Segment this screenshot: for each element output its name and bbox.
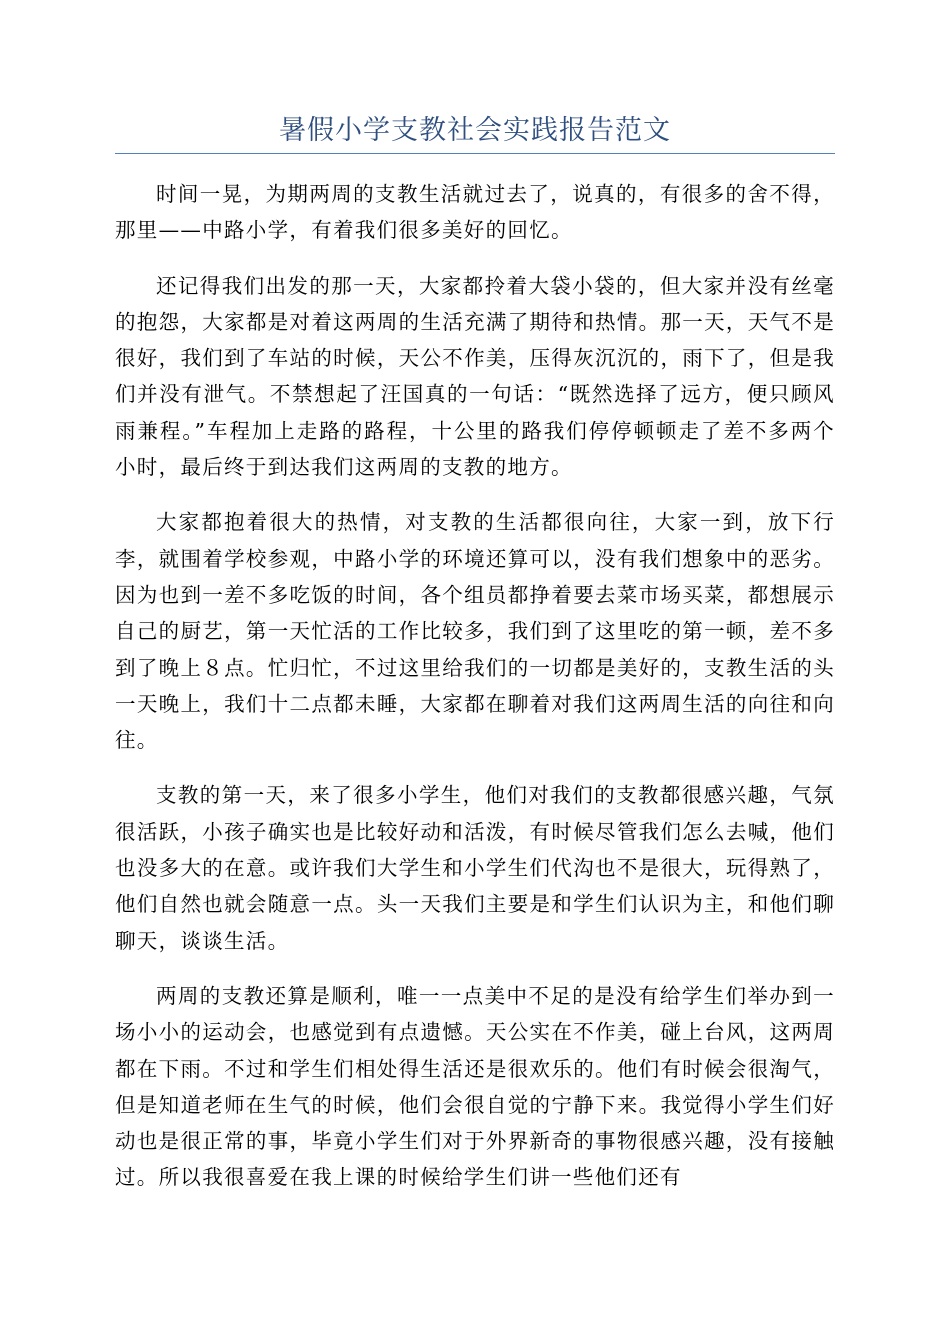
title-underline	[115, 153, 835, 154]
paragraph-4: 支教的第一天，来了很多小学生，他们对我们的支教都很感兴趣，气氛很活跃，小孩子确实也是比较好动和活泼，有时候尽管我们怎么去喊，他们也没多大的在意。或许我们大学生和小学生们代沟也不是很大，玩得熟了，他们自然也就会随意一点。头一天我们主要是和学生们认识为主，和他们聊聊天，谈谈生活。	[115, 783, 835, 953]
paragraph-3: 大家都抱着很大的热情，对支教的生活都很向往，大家一到，放下行李，就围着学校参观，中路小学的环境还算可以，没有我们想象中的恶劣。因为也到一差不多吃饭的时间，各个组员都挣着要去菜市场买菜，都想展示自己的厨艺，第一天忙活的工作比较多，我们到了这里吃的第一顿，差不多到了晚上８点。忙归忙，不过这里给我们的一切都是美好的，支教生活的头一天晚上，我们十二点都未睡，大家都在聊着对我们这两周生活的向往和向往。	[115, 510, 835, 753]
paragraph-1: 时间一晃，为期两周的支教生活就过去了，说真的，有很多的舍不得，那里——中路小学，有着我们很多美好的回忆。	[115, 182, 835, 243]
paragraph-5: 两周的支教还算是顺利，唯一一点美中不足的是没有给学生们举办到一场小小的运动会，也感觉到有点遗憾。天公实在不作美，碰上台风，这两周都在下雨。不过和学生们相处得生活还是很欢乐的。他们有时候会很淘气，但是知道老师在生气的时候，他们会很自觉的宁静下来。我觉得小学生们好动也是很正常的事，毕竟小学生们对于外界新奇的事物很感兴趣，没有接触过。所以我很喜爱在我上课的时候给学生们讲一些他们还有	[115, 983, 835, 1190]
paragraph-2: 还记得我们出发的那一天，大家都拎着大袋小袋的，但大家并没有丝毫的抱怨，大家都是对着这两周的生活充满了期待和热情。那一天，天气不是很好，我们到了车站的时候，天公不作美，压得灰沉沉的，雨下了，但是我们并没有泄气。不禁想起了汪国真的一句话：“既然选择了远方，便只顾风雨兼程。”车程加上走路的路程，十公里的路我们停停顿顿走了差不多两个小时，最后终于到达我们这两周的支教的地方。	[115, 273, 835, 480]
document-body	[115, 176, 835, 1215]
document-title: 暑假小学支教社会实践报告范文	[279, 115, 671, 146]
